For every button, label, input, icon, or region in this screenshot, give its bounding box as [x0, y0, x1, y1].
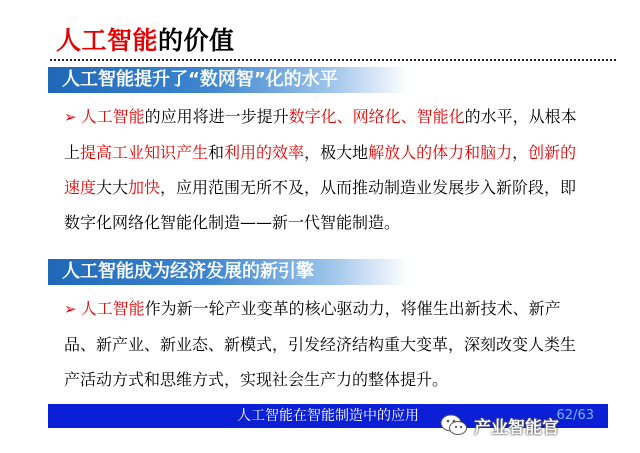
- section-paragraph-2: [64, 291, 588, 397]
- bullet-arrow-icon: ➢: [64, 300, 77, 318]
- highlighted-text: 利用的效率: [224, 143, 305, 162]
- section-heading-1: 人工智能提升了“数网智”化的水平: [48, 67, 408, 93]
- body-text: ，应用范围无所不及，从而推动制造业发展步入新阶段，即数字化网络化智能化制造——新一代智能制造。: [64, 178, 577, 232]
- title-divider: [50, 59, 616, 61]
- body-text: 的应用将进一步提升: [144, 107, 289, 126]
- body-text: 作为新一轮产业变革的核心驱动力，将催生出新技术、新产品、新产业、新业态、新模式，引发经济结构重大变革，深刻改变人类生产活动方式和思维方式，实现社会生产力的整体提升。: [64, 299, 577, 389]
- highlighted-text: 人工智能: [80, 299, 145, 318]
- wechat-icon: [440, 413, 468, 437]
- section-heading-2: 人工智能成为经济发展的新引擎: [48, 259, 408, 285]
- bullet-arrow-icon: ➢: [64, 108, 77, 126]
- page-title-highlight: 人工智能: [56, 26, 159, 55]
- page-title-rest: 的价值: [158, 26, 235, 55]
- watermark: [440, 410, 559, 440]
- highlighted-text: 创新的速度: [64, 143, 577, 197]
- page-number: 62/63: [556, 408, 594, 423]
- body-text: ，: [512, 143, 529, 162]
- page-title: [56, 26, 235, 56]
- body-text: ，极大地: [304, 143, 369, 162]
- body-text: 和: [208, 143, 225, 162]
- watermark-text: 产业智能官: [474, 417, 559, 438]
- highlighted-text: 人工智能: [80, 107, 145, 126]
- section-paragraph-1: [64, 99, 588, 240]
- body-text: 大大: [96, 178, 129, 197]
- highlighted-text: 加快: [128, 178, 161, 197]
- highlighted-text: 数字化、网络化、智能化: [288, 107, 465, 126]
- footer-title: 人工智能在智能制造中的应用: [237, 408, 419, 424]
- body-text: 的水平，从根本上: [64, 107, 577, 162]
- highlighted-text: 提高工业知识产生: [80, 143, 209, 162]
- highlighted-text: 解放人的体力和脑力: [368, 143, 513, 162]
